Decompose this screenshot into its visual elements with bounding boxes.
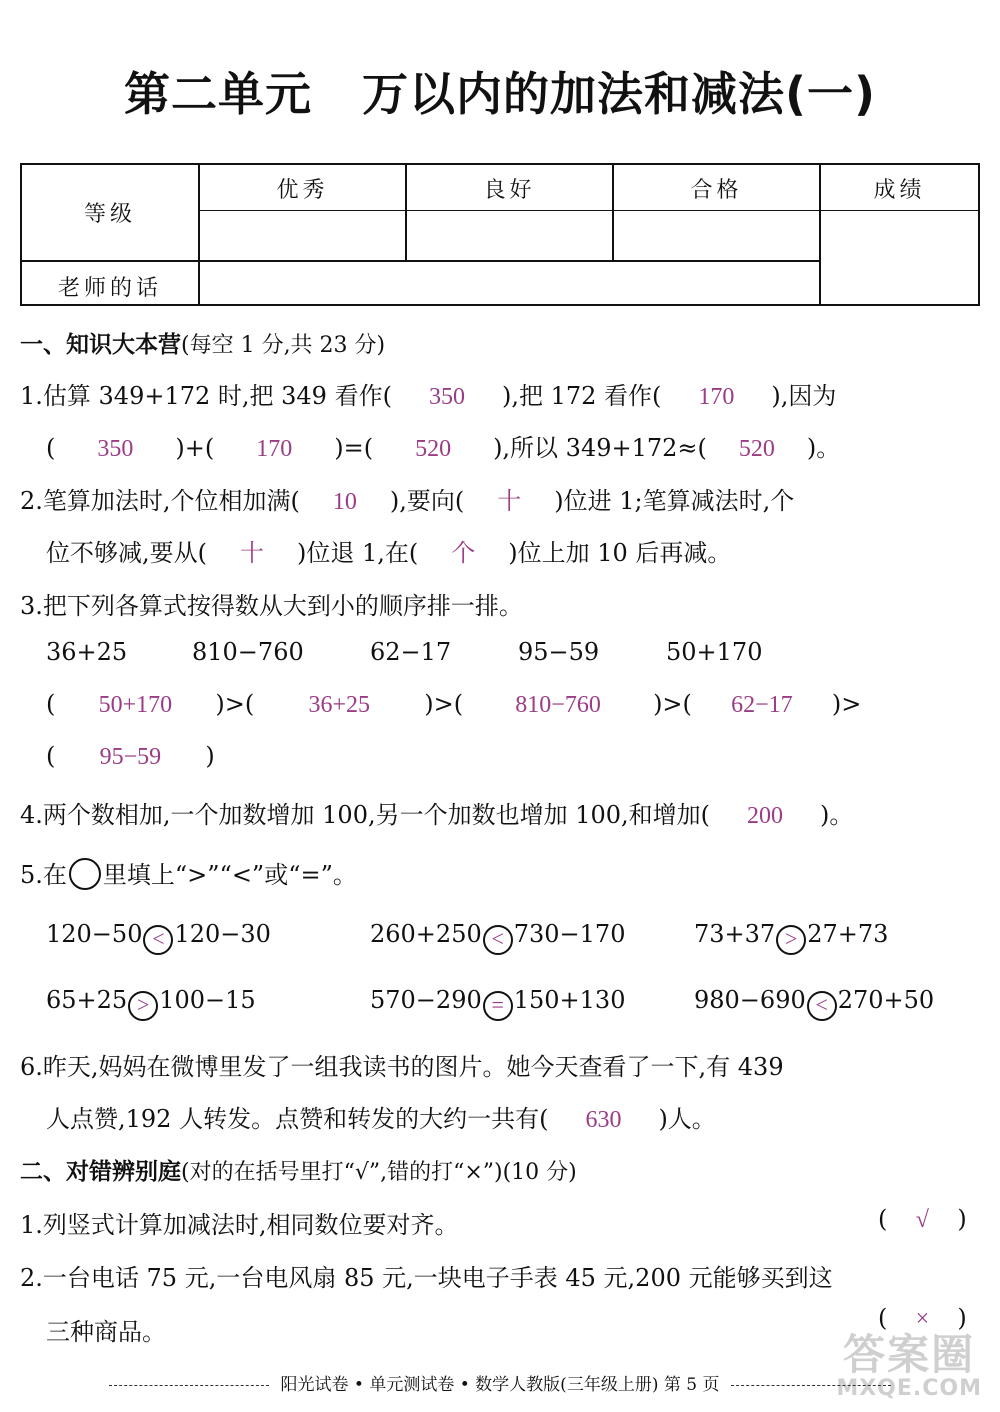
answer-blank: 170 [256, 436, 293, 462]
answer-blank: 630 [585, 1107, 622, 1133]
answer-blank: 810−760 [515, 692, 601, 718]
answer-blank: 10 [332, 489, 357, 515]
question-1-line-2: ( 350 )+( 170 )=( 520 ),所以 349+172≈( 520 )。 [46, 434, 841, 462]
answer-blank: 350 [428, 384, 465, 410]
answer-blank: 十 [497, 489, 522, 515]
comparison-5: 570−290 = 150+130 [370, 986, 625, 1021]
unit-label: 第二单元 [123, 67, 312, 121]
comparison-sign: > [776, 925, 806, 955]
question-6-line-1: 6.昨天,妈妈在微博里发了一组我读书的图片。她今天查看了一下,有 439 [20, 1053, 784, 1081]
page-title [0, 58, 1000, 124]
comparison-sign: < [143, 925, 173, 955]
question-4: 4.两个数相加,一个加数增加 100,另一个加数也增加 100,和增加( 200 )。 [20, 801, 854, 829]
section-1-heading: 一、知识大本营(每空 1 分,共 23 分) [20, 332, 386, 358]
judgement-2-answer: ( × ) [878, 1304, 967, 1332]
level-excellent: 优秀 [276, 178, 329, 203]
watermark-logo: 答案圈 MXQE.COM [836, 1330, 982, 1401]
question-2-line-1: 2.笔算加法时,个位相加满( 10 ),要向( 十 )位进 1;笔算减法时,个 [20, 481, 794, 516]
page-footer [40, 1370, 960, 1395]
comparison-6: 980−690 < 270+50 [694, 986, 934, 1021]
comparison-4: 65+25 > 100−15 [46, 986, 256, 1021]
answer-blank: 520 [415, 436, 452, 462]
cross-mark-icon: × [915, 1306, 930, 1332]
comparison-2: 260+250 < 730−170 [370, 920, 625, 955]
footer-text: 阳光试卷 • 单元测试卷 • 数学人教版(三年级上册) 第 5 页 [280, 1375, 720, 1395]
answer-blank: 个 [451, 541, 476, 567]
answer-blank: 十 [240, 541, 264, 567]
question-3-text: 3.把下列各算式按得数从大到小的顺序排一排。 [20, 592, 523, 620]
check-mark-icon: √ [915, 1207, 929, 1233]
level-pass: 合格 [690, 178, 743, 203]
answer-blank: 95−59 [99, 744, 162, 770]
level-good: 良好 [483, 178, 536, 203]
question-6-line-2: 人点赞,192 人转发。点赞和转发的大约一共有( 630 )人。 [46, 1105, 716, 1133]
score-label: 成绩 [873, 178, 926, 203]
judgement-2-line-2: 三种商品。 [46, 1318, 166, 1346]
judgement-2-line-1: 2.一台电话 75 元,一台电风扇 85 元,一块电子手表 45 元,200 元能够买到这 [20, 1264, 833, 1292]
expression-2: 810−760 [192, 638, 304, 666]
comparison-sign: = [483, 991, 513, 1021]
expression-3: 62−17 [370, 638, 452, 666]
comparison-sign: < [483, 925, 513, 955]
judgement-1-answer: ( √ ) [878, 1205, 967, 1233]
grade-table [20, 163, 980, 306]
question-1-line-1: 1.估算 349+172 时,把 349 看作( 350 ),把 172 看作( 170 ),因为 [20, 382, 837, 410]
comparison-sign: > [128, 991, 158, 1021]
answer-blank: 200 [747, 803, 784, 829]
answer-blank: 520 [738, 436, 775, 462]
answer-blank: 36+25 [308, 692, 370, 718]
comparison-3: 73+37 > 27+73 [694, 920, 888, 955]
comparison-1: 120−50 < 120−30 [46, 920, 271, 955]
judgement-1: 1.列竖式计算加减法时,相同数位要对齐。 [20, 1211, 459, 1239]
answer-blank: 350 [97, 436, 134, 462]
answer-blank: 170 [698, 384, 735, 410]
order-line-1: ( 50+170 )>( 36+25 )>( 810−760 )>( 62−17 )> [46, 690, 862, 718]
comparison-sign: < [807, 991, 837, 1021]
question-5: 5.在 里填上“>”“<”或“=”。 [20, 855, 357, 890]
question-2-line-2: 位不够减,要从( 十 )位退 1,在( 个 )位上加 10 后再减。 [46, 533, 731, 568]
answer-blank: 50+170 [98, 692, 173, 718]
expression-4: 95−59 [518, 638, 600, 666]
order-line-2: ( 95−59 ) [46, 742, 215, 770]
section-2-heading: 二、对错辨别庭(对的在括号里打“√”,错的打“×”)(10 分) [20, 1159, 577, 1185]
expression-5: 50+170 [666, 638, 763, 666]
answer-blank: 62−17 [731, 692, 793, 718]
circle-icon [69, 858, 101, 890]
expression-1: 36+25 [46, 638, 128, 666]
teacher-comment-label: 老师的话 [57, 276, 162, 301]
grade-label: 等级 [83, 202, 136, 227]
unit-topic: 万以内的加法和减法(一) [361, 67, 877, 121]
